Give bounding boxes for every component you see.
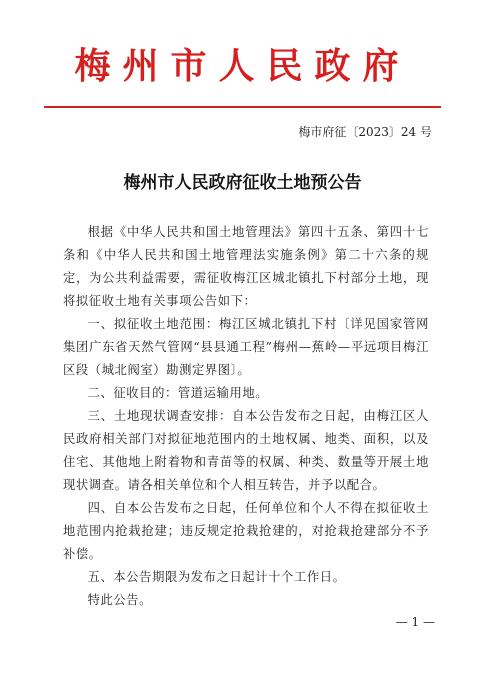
body-paragraph-closing: 特此公告。 bbox=[87, 593, 153, 607]
body-paragraph-purpose: 二、征收目的：管道运输用地。 bbox=[87, 386, 269, 400]
body-paragraph-prohibition: 四、自本公告发布之日起，任何单位和个人不得在拟征收土地范围内抢栽抢建；违反规定抢栽抢建的，对抢栽抢建部分不予补偿。 bbox=[63, 501, 429, 561]
page-number: — 1 — bbox=[395, 615, 435, 629]
body-paragraph-period: 五、本公告期限为发布之日起计十个工作日。 bbox=[87, 570, 346, 584]
document-body bbox=[63, 221, 429, 612]
body-paragraph-intro: 根据《中华人民共和国土地管理法》第四十五条、第四十七条和《中华人民共和国土地管理法实施条例》第二十六条的规定，为公共利益需要，需征收梅江区城北镇扎下村部分土地，现将拟征收土地有关事项公告如下： bbox=[63, 225, 429, 308]
document-title: 梅州市人民政府征收土地预公告 bbox=[123, 173, 362, 193]
document-number: 梅市府征〔2023〕24 号 bbox=[298, 125, 432, 139]
issuer-header: 梅州市人民政府 bbox=[74, 45, 411, 87]
body-paragraph-scope: 一、拟征收土地范围：梅江区城北镇扎下村〔详见国家管网集团广东省天然气管网“县县通工程”梅州—蕉岭—平远项目梅江区段（城北阀室）勘测定界图〕。 bbox=[63, 317, 429, 377]
red-divider-line bbox=[44, 106, 441, 108]
body-paragraph-survey: 三、土地现状调查安排：自本公告发布之日起，由梅江区人民政府相关部门对拟征地范围内的土地权属、地类、面积，以及住宅、其他地上附着物和青苗等的权属、种类、数量等开展土地现状调查。请各相关单位和个人相互转告，并予以配合。 bbox=[63, 409, 429, 492]
